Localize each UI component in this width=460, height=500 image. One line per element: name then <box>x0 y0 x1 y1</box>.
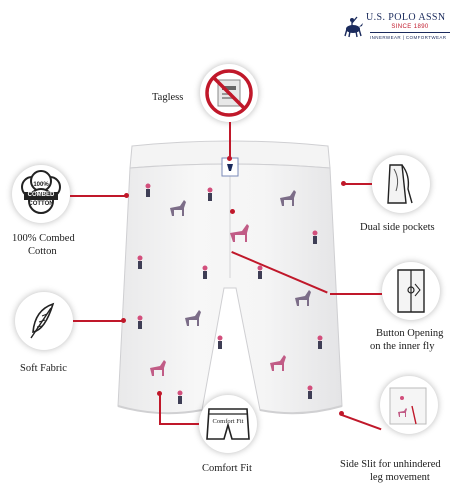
feather-icon <box>15 292 73 350</box>
no-tag-icon <box>200 64 258 122</box>
comfort-connector-h <box>159 423 199 425</box>
soft-fabric-marker <box>121 318 126 323</box>
soft-fabric-connector <box>73 320 123 322</box>
cotton-marker <box>124 193 129 198</box>
pockets-marker <box>341 181 346 186</box>
brand-tagline: INNERWEAR | COMFORTWEAR <box>370 35 447 40</box>
side-slit-feature-circle <box>380 376 438 434</box>
polo-player-logo-icon <box>342 14 364 38</box>
comfort-fit-label: Comfort Fit <box>202 463 252 474</box>
button-feature-circle <box>382 262 440 320</box>
brand-logo <box>342 10 454 50</box>
button-connector-h <box>330 293 382 295</box>
pockets-label: Dual side pockets <box>360 222 435 233</box>
button-fly-icon <box>382 262 440 320</box>
soft-fabric-label: Soft Fabric <box>20 363 67 374</box>
cotton-label-line2: Cotton <box>28 246 57 257</box>
cotton-badge-100: 100% <box>33 182 49 188</box>
side-slit-marker <box>339 411 344 416</box>
brand-name: U.S. POLO ASSN <box>366 12 446 23</box>
cotton-feature-circle <box>12 165 70 223</box>
brand-since: SINCE 1890 <box>391 24 429 30</box>
side-pocket-icon <box>372 155 430 213</box>
side-slit-label-line1: Side Slit for unhindered <box>340 459 441 470</box>
cotton-badge-combed: COMBED <box>27 192 55 198</box>
button-label-line1: Button Opening <box>376 328 444 339</box>
button-label-line2: on the inner fly <box>370 341 435 352</box>
button-marker <box>230 209 235 214</box>
comfort-marker <box>157 391 162 396</box>
cotton-badge-cotton: COTTON <box>28 201 54 207</box>
comfort-fit-badge: Comfort Fit <box>212 418 244 425</box>
pockets-feature-circle <box>372 155 430 213</box>
comfort-connector-v <box>159 395 161 425</box>
brand-divider <box>370 32 450 33</box>
comfort-fit-feature-circle <box>199 395 257 453</box>
side-slit-label-line2: leg movement <box>370 472 430 483</box>
tagless-feature-circle <box>200 64 258 122</box>
cotton-label-line1: 100% Combed <box>12 233 75 244</box>
tagless-connector <box>229 122 231 158</box>
side-slit-icon <box>380 376 438 434</box>
soft-fabric-feature-circle <box>15 292 73 350</box>
pockets-connector <box>345 183 372 185</box>
tagless-label: Tagless <box>152 92 184 103</box>
cotton-connector <box>70 195 126 197</box>
tagless-marker <box>227 156 232 161</box>
